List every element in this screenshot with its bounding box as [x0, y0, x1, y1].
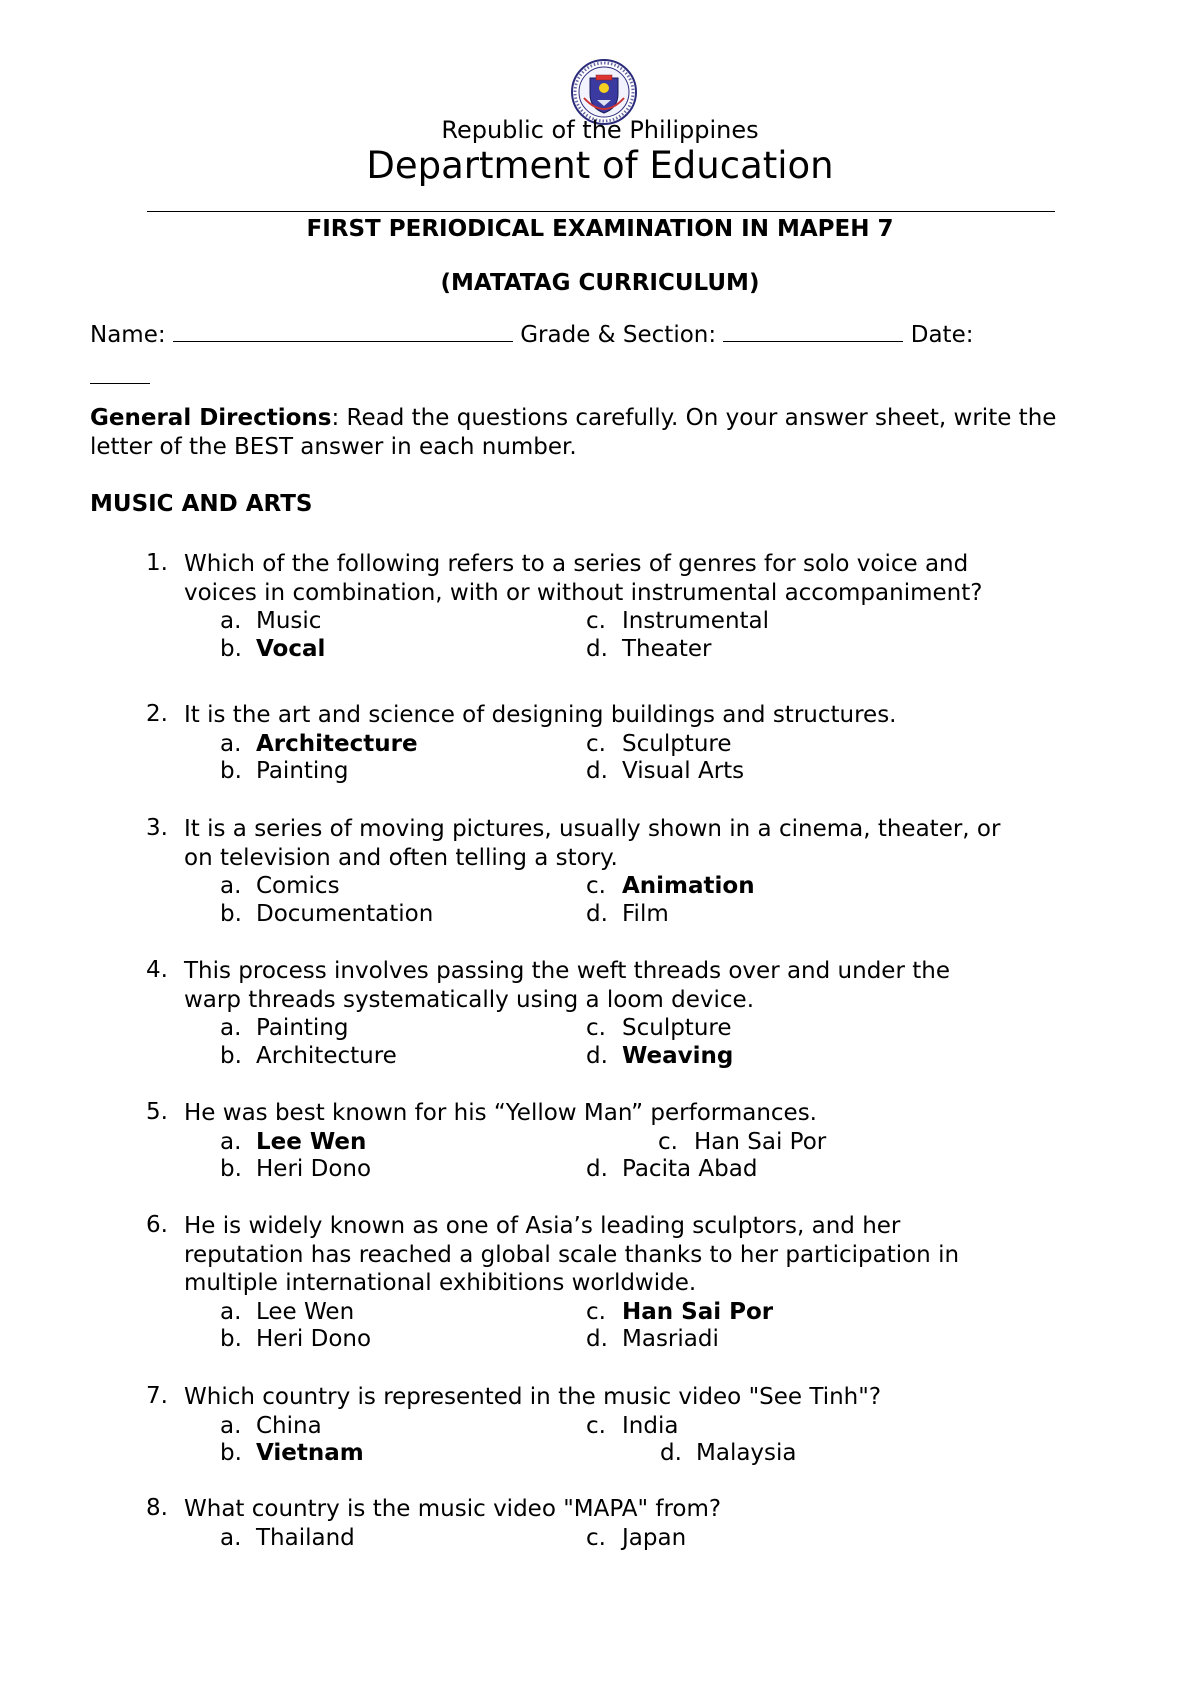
directions-text-1: : Read the questions carefully. On your answer sheet, write the: [331, 405, 1057, 431]
date-field[interactable]: [90, 365, 150, 384]
option-text: Painting: [256, 758, 349, 785]
option-a[interactable]: [220, 872, 340, 900]
question-number: 6.: [146, 1212, 168, 1238]
question-stem-line: It is a series of moving pictures, usually shown in a cinema, theater, or: [184, 816, 1001, 842]
exam-title: FIRST PERIODICAL EXAMINATION IN MAPEH 7: [306, 216, 894, 242]
option-letter: c.: [586, 1412, 606, 1439]
option-text: Japan: [622, 1524, 687, 1551]
option-c[interactable]: [586, 872, 755, 900]
option-d[interactable]: [586, 1042, 733, 1070]
option-letter: a.: [220, 1128, 242, 1155]
option-text: Visual Arts: [622, 758, 745, 785]
option-text: Malaysia: [696, 1440, 797, 1467]
option-text: Heri Dono: [256, 1326, 372, 1353]
date-label: Date:: [910, 322, 974, 348]
option-text: Architecture: [256, 730, 418, 757]
option-text: Theater: [622, 635, 712, 662]
question-stem-line: voices in combination, with or without instrumental accompaniment?: [184, 579, 983, 606]
option-text: Lee Wen: [256, 1128, 367, 1155]
option-d[interactable]: [660, 1439, 797, 1467]
option-b[interactable]: [220, 1155, 371, 1183]
grade-section-field[interactable]: [723, 323, 903, 342]
question-number: 3.: [146, 815, 168, 841]
option-text: China: [256, 1412, 322, 1439]
option-c[interactable]: [586, 607, 769, 635]
option-b[interactable]: [220, 1325, 371, 1353]
option-c[interactable]: [586, 1524, 686, 1552]
option-text: Documentation: [256, 900, 434, 927]
option-letter: c.: [586, 730, 606, 757]
option-text: Masriadi: [622, 1326, 719, 1353]
directions-label: General Directions: [90, 405, 332, 431]
option-letter: d.: [660, 1440, 682, 1467]
option-text: Instrumental: [622, 608, 770, 635]
option-text: Painting: [256, 1015, 349, 1042]
name-label: Name:: [90, 322, 166, 348]
question-stem-line: This process involves passing the weft threads over and under the: [184, 958, 950, 984]
option-c[interactable]: [586, 1298, 773, 1326]
option-b[interactable]: [220, 757, 348, 785]
header-divider: [147, 211, 1055, 212]
option-text: India: [622, 1412, 679, 1439]
option-text: Han Sai Por: [694, 1128, 827, 1155]
option-letter: c.: [586, 608, 606, 635]
option-a[interactable]: [220, 730, 418, 758]
date-line: [90, 364, 150, 390]
option-a[interactable]: [220, 1412, 322, 1440]
option-letter: a.: [220, 873, 242, 900]
option-text: Weaving: [622, 1042, 734, 1069]
option-letter: b.: [220, 1326, 242, 1353]
option-text: Lee Wen: [256, 1298, 355, 1325]
option-a[interactable]: [220, 1524, 355, 1552]
option-letter: b.: [220, 1440, 242, 1467]
question-number: 1.: [146, 550, 168, 576]
republic-line: Republic of the Philippines: [441, 116, 759, 144]
question-stem-line: He was best known for his “Yellow Man” performances.: [184, 1100, 817, 1126]
option-a[interactable]: [220, 607, 321, 635]
question-stem-line: warp threads systematically using a loom device.: [184, 986, 755, 1013]
option-text: Sculpture: [622, 1015, 732, 1042]
option-text: Vocal: [256, 635, 326, 662]
question-stem: [184, 1099, 1084, 1128]
question-stem-line: reputation has reached a global scale thanks to her participation in: [184, 1241, 960, 1268]
option-letter: b.: [220, 635, 242, 662]
question-stem: [184, 1212, 1084, 1298]
option-letter: d.: [586, 1326, 608, 1353]
option-text: Han Sai Por: [622, 1298, 774, 1325]
option-text: Architecture: [256, 1042, 397, 1069]
option-d[interactable]: [586, 1155, 757, 1183]
option-text: Animation: [622, 873, 755, 900]
option-text: Film: [622, 900, 669, 927]
option-c[interactable]: [586, 1412, 678, 1440]
option-letter: c.: [658, 1128, 678, 1155]
option-letter: d.: [586, 1042, 608, 1069]
option-letter: d.: [586, 758, 608, 785]
option-letter: a.: [220, 1524, 242, 1551]
option-letter: a.: [220, 1412, 242, 1439]
option-text: Pacita Abad: [622, 1156, 758, 1183]
option-letter: a.: [220, 1015, 242, 1042]
directions-line-2: letter of the BEST answer in each number.: [90, 434, 577, 460]
option-c[interactable]: [586, 730, 732, 758]
question-stem: [184, 550, 1084, 607]
option-letter: d.: [586, 900, 608, 927]
option-letter: d.: [586, 635, 608, 662]
question-number: 8.: [146, 1495, 168, 1521]
option-c[interactable]: [586, 1014, 732, 1042]
option-letter: c.: [586, 1298, 606, 1325]
option-letter: a.: [220, 1298, 242, 1325]
option-b[interactable]: [220, 635, 325, 663]
section-heading: MUSIC AND ARTS: [90, 491, 313, 517]
option-letter: b.: [220, 758, 242, 785]
option-a[interactable]: [220, 1128, 366, 1156]
option-letter: d.: [586, 1156, 608, 1183]
option-d[interactable]: [586, 900, 669, 928]
question-stem-line: Which of the following refers to a series of genres for solo voice and: [184, 551, 969, 577]
student-info-line: [90, 322, 973, 348]
question-stem-line: on television and often telling a story.: [184, 844, 618, 871]
option-letter: c.: [586, 1524, 606, 1551]
option-text: Music: [256, 608, 322, 635]
option-letter: b.: [220, 1156, 242, 1183]
grade-section-label: Grade & Section:: [520, 322, 717, 348]
question-stem: [184, 957, 1084, 1014]
option-letter: c.: [586, 873, 606, 900]
question-stem-line: He is widely known as one of Asia’s leading sculptors, and her: [184, 1213, 901, 1239]
option-letter: a.: [220, 730, 242, 757]
question-stem: [184, 815, 1084, 872]
question-stem-line: Which country is represented in the music video "See Tinh"?: [184, 1384, 882, 1410]
option-b[interactable]: [220, 1439, 364, 1467]
option-letter: b.: [220, 1042, 242, 1069]
directions-line-1: [90, 405, 1056, 431]
question-number: 2.: [146, 701, 168, 727]
option-c[interactable]: [658, 1128, 826, 1156]
option-letter: c.: [586, 1015, 606, 1042]
exam-subtitle: (MATATAG CURRICULUM): [440, 270, 760, 296]
option-text: Heri Dono: [256, 1156, 372, 1183]
option-d[interactable]: [586, 635, 712, 663]
option-d[interactable]: [586, 757, 744, 785]
option-a[interactable]: [220, 1298, 354, 1326]
option-letter: a.: [220, 608, 242, 635]
question-stem: [184, 1495, 1084, 1524]
question-stem: [184, 701, 1084, 730]
option-text: Thailand: [256, 1524, 355, 1551]
option-text: Comics: [256, 873, 340, 900]
question-number: 4.: [146, 957, 168, 983]
option-d[interactable]: [586, 1325, 719, 1353]
option-text: Sculpture: [622, 730, 732, 757]
question-stem: [184, 1383, 1084, 1412]
option-b[interactable]: [220, 900, 433, 928]
question-number: 5.: [146, 1099, 168, 1125]
option-letter: b.: [220, 900, 242, 927]
option-a[interactable]: [220, 1014, 348, 1042]
name-field[interactable]: [173, 323, 513, 342]
question-number: 7.: [146, 1383, 168, 1409]
department-title: Department of Education: [366, 144, 834, 187]
question-stem-line: What country is the music video "MAPA" from?: [184, 1496, 722, 1522]
option-b[interactable]: [220, 1042, 397, 1070]
question-stem-line: It is the art and science of designing buildings and structures.: [184, 702, 897, 728]
question-stem-line: multiple international exhibitions worldwide.: [184, 1270, 697, 1297]
option-text: Vietnam: [256, 1440, 364, 1467]
